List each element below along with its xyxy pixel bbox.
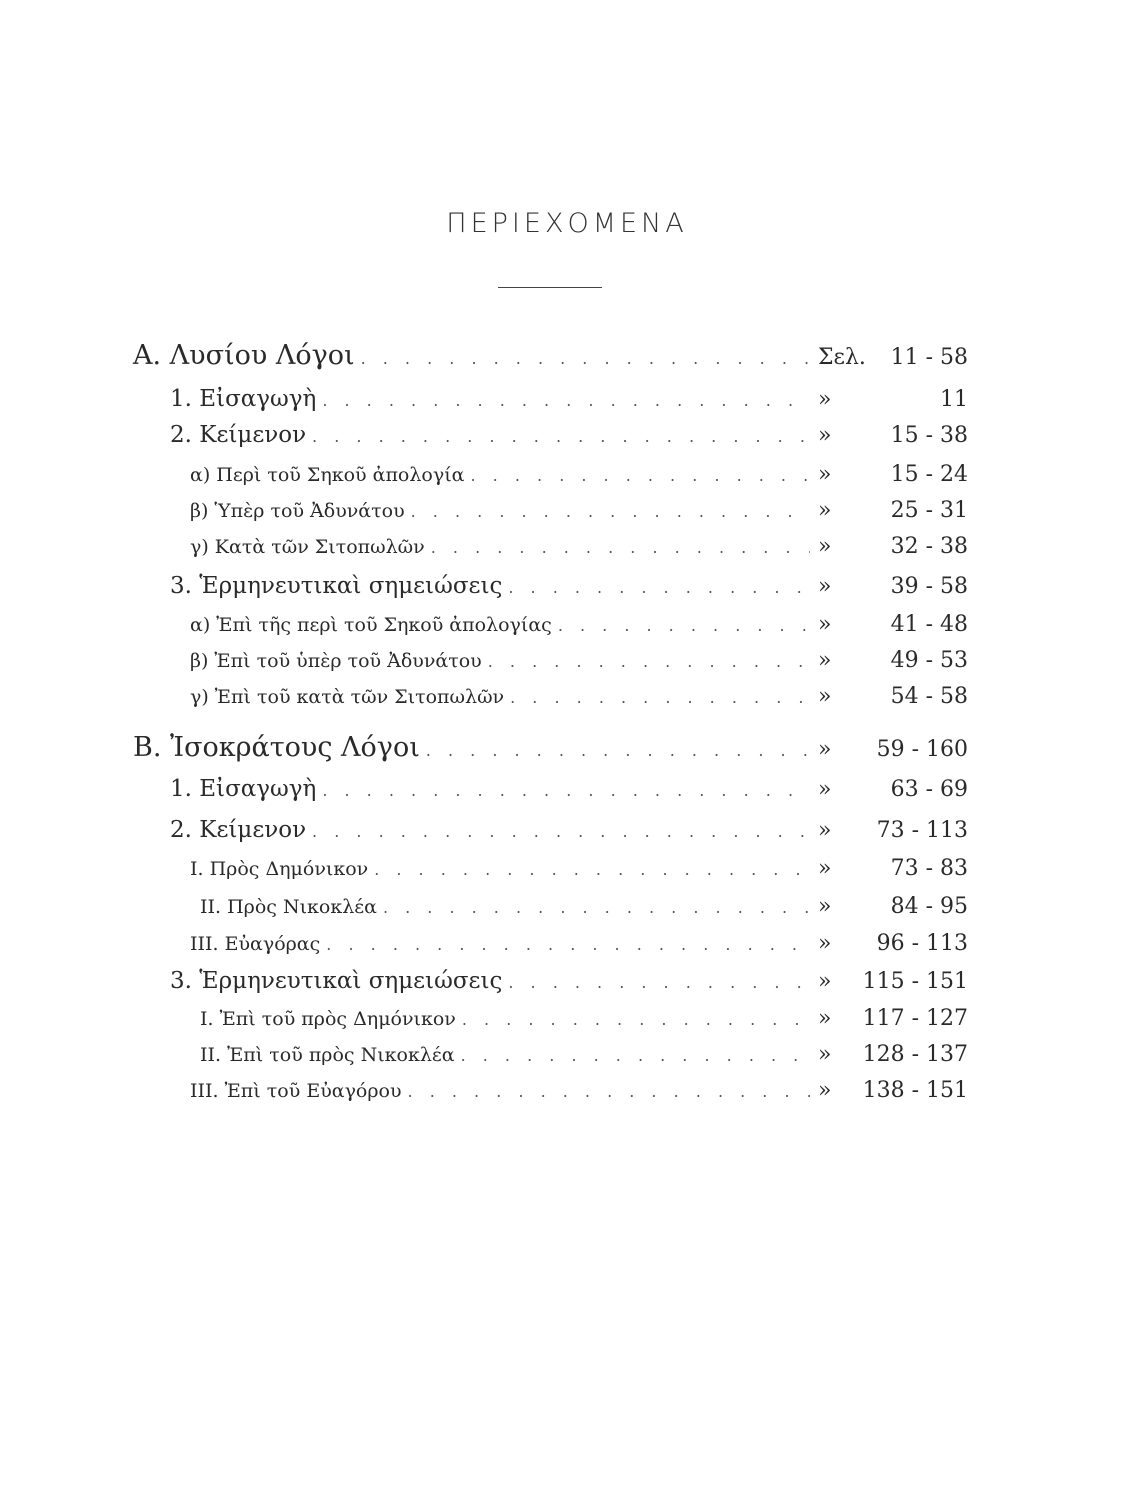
toc-entry — [0, 894, 1134, 919]
toc-page-range: 11 — [940, 387, 968, 412]
toc-page-range: 49 - 53 — [890, 648, 968, 673]
toc-page-range: 84 - 95 — [890, 894, 968, 919]
toc-page-range: 59 - 160 — [876, 737, 968, 762]
dot-leader — [461, 1046, 810, 1065]
toc-entry-label: I. Ἐπὶ τοῦ πρὸς Δημόνικον — [200, 1008, 456, 1030]
toc-entry-label: β) Ὑπὲρ τοῦ Ἀδυνάτου — [190, 500, 405, 522]
dot-leader — [312, 427, 810, 446]
toc-page-range: 117 - 127 — [862, 1006, 968, 1031]
toc-entry — [0, 1006, 1134, 1031]
toc-page-ref: » — [818, 1006, 832, 1031]
toc-page-ref: » — [818, 856, 832, 881]
dot-leader — [322, 391, 810, 410]
page-title: ΠΕΡΙΕΧΟΜΕΝΑ — [446, 208, 688, 239]
toc-entry-label: II. Πρὸς Νικοκλέα — [200, 896, 377, 918]
toc-entry — [0, 931, 1134, 956]
toc-page-range: 54 - 58 — [890, 684, 968, 709]
toc-entry-label: β) Ἐπὶ τοῦ ὑπὲρ τοῦ Ἀδυνάτου — [190, 650, 482, 672]
toc-entry — [0, 776, 1134, 802]
toc-page-range: 115 - 151 — [862, 969, 968, 994]
toc-entry-label: III. Εὐαγόρας — [190, 933, 321, 955]
dot-leader — [322, 781, 810, 800]
toc-page-ref: » — [818, 612, 832, 637]
dot-leader — [508, 973, 810, 992]
toc-entry-label: 3. Ἑρμηνευτικαὶ σημειώσεις — [170, 573, 503, 599]
toc-entry — [0, 612, 1134, 637]
toc-entry — [0, 1042, 1134, 1067]
dot-leader — [431, 538, 810, 557]
dot-leader — [510, 688, 810, 707]
toc-page-range: 25 - 31 — [890, 498, 968, 523]
toc-entry-label: 3. Ἑρμηνευτικαὶ σημειώσεις — [170, 968, 503, 994]
toc-page-range: 41 - 48 — [890, 612, 968, 637]
toc-page-range: 138 - 151 — [862, 1078, 968, 1103]
toc-page-ref: » — [818, 818, 832, 843]
dot-leader — [361, 349, 810, 368]
toc-page-range: 11 - 58 — [890, 345, 968, 370]
toc-page-range: 73 - 83 — [890, 856, 968, 881]
toc-page-ref: » — [818, 387, 832, 412]
toc-page-ref: » — [818, 737, 832, 762]
dot-leader — [411, 502, 810, 521]
toc-entry — [0, 684, 1134, 709]
toc-entry — [0, 968, 1134, 994]
toc-entry-label: α) Ἐπὶ τῆς περὶ τοῦ Σηκοῦ ἀπολογίας — [190, 614, 552, 636]
toc-page-ref: » — [818, 1078, 832, 1103]
toc-entry — [0, 422, 1134, 448]
toc-entry — [0, 648, 1134, 673]
toc-page-range: 96 - 113 — [876, 931, 968, 956]
toc-entry — [0, 573, 1134, 599]
toc-entry-label: II. Ἐπὶ τοῦ πρὸς Νικοκλέα — [200, 1044, 455, 1066]
toc-entry-label: Α. Λυσίου Λόγοι — [133, 340, 355, 371]
toc-entry-label: γ) Ἐπὶ τοῦ κατὰ τῶν Σιτοπωλῶν — [190, 686, 505, 708]
toc-entry-label: Β. Ἰσοκράτους Λόγοι — [133, 732, 420, 763]
toc-page-range: 15 - 24 — [890, 462, 968, 487]
toc-entry-label: III. Ἐπὶ τοῦ Εὐαγόρου — [190, 1080, 402, 1102]
toc-page-ref: » — [818, 462, 832, 487]
title-divider — [498, 287, 602, 288]
toc-entry — [0, 534, 1134, 559]
dot-leader — [462, 1010, 810, 1029]
toc-entry-label: 2. Κείμενον — [170, 817, 307, 843]
toc-page-ref: » — [818, 969, 832, 994]
toc-page-ref: » — [818, 648, 832, 673]
toc-page-range: 15 - 38 — [890, 423, 968, 448]
dot-leader — [326, 935, 810, 954]
toc-entry-label: α) Περὶ τοῦ Σηκοῦ ἀπολογία — [190, 464, 465, 486]
toc-page-ref: Σελ. — [818, 345, 866, 370]
dot-leader — [383, 898, 810, 917]
toc-page-range: 73 - 113 — [876, 818, 968, 843]
toc-entry-label: I. Πρὸς Δημόνικον — [190, 858, 369, 880]
toc-entry — [0, 462, 1134, 487]
dot-leader — [408, 1082, 810, 1101]
toc-entry — [0, 386, 1134, 412]
toc-page-range: 63 - 69 — [890, 777, 968, 802]
toc-page-ref: » — [818, 1042, 832, 1067]
dot-leader — [426, 741, 810, 760]
toc-entry — [0, 856, 1134, 881]
dot-leader — [508, 578, 810, 597]
toc-entry — [0, 498, 1134, 523]
toc-page-ref: » — [818, 931, 832, 956]
dot-leader — [558, 616, 810, 635]
dot-leader — [374, 860, 810, 879]
dot-leader — [471, 466, 811, 485]
toc-entry-label: γ) Κατὰ τῶν Σιτοπωλῶν — [190, 536, 425, 558]
toc-page-ref: » — [818, 574, 832, 599]
toc-entry — [0, 817, 1134, 843]
toc-page-range: 32 - 38 — [890, 534, 968, 559]
toc-page-ref: » — [818, 684, 832, 709]
toc-entry-isocrates — [0, 732, 1134, 763]
toc-entry — [0, 1078, 1134, 1103]
toc-entry-lysias — [0, 340, 1134, 371]
toc-entry-label: 2. Κείμενον — [170, 422, 307, 448]
toc-page-range: 128 - 137 — [862, 1042, 968, 1067]
toc-page-ref: » — [818, 498, 832, 523]
toc-page-ref: » — [818, 534, 832, 559]
toc-page-ref: » — [818, 423, 832, 448]
toc-page-ref: » — [818, 894, 832, 919]
toc-entry-label: 1. Εἰσαγωγὴ — [170, 776, 317, 802]
toc-page-ref: » — [818, 777, 832, 802]
toc-entry-label: 1. Εἰσαγωγὴ — [170, 386, 317, 412]
toc-page-range: 39 - 58 — [890, 574, 968, 599]
dot-leader — [312, 822, 810, 841]
dot-leader — [488, 652, 810, 671]
